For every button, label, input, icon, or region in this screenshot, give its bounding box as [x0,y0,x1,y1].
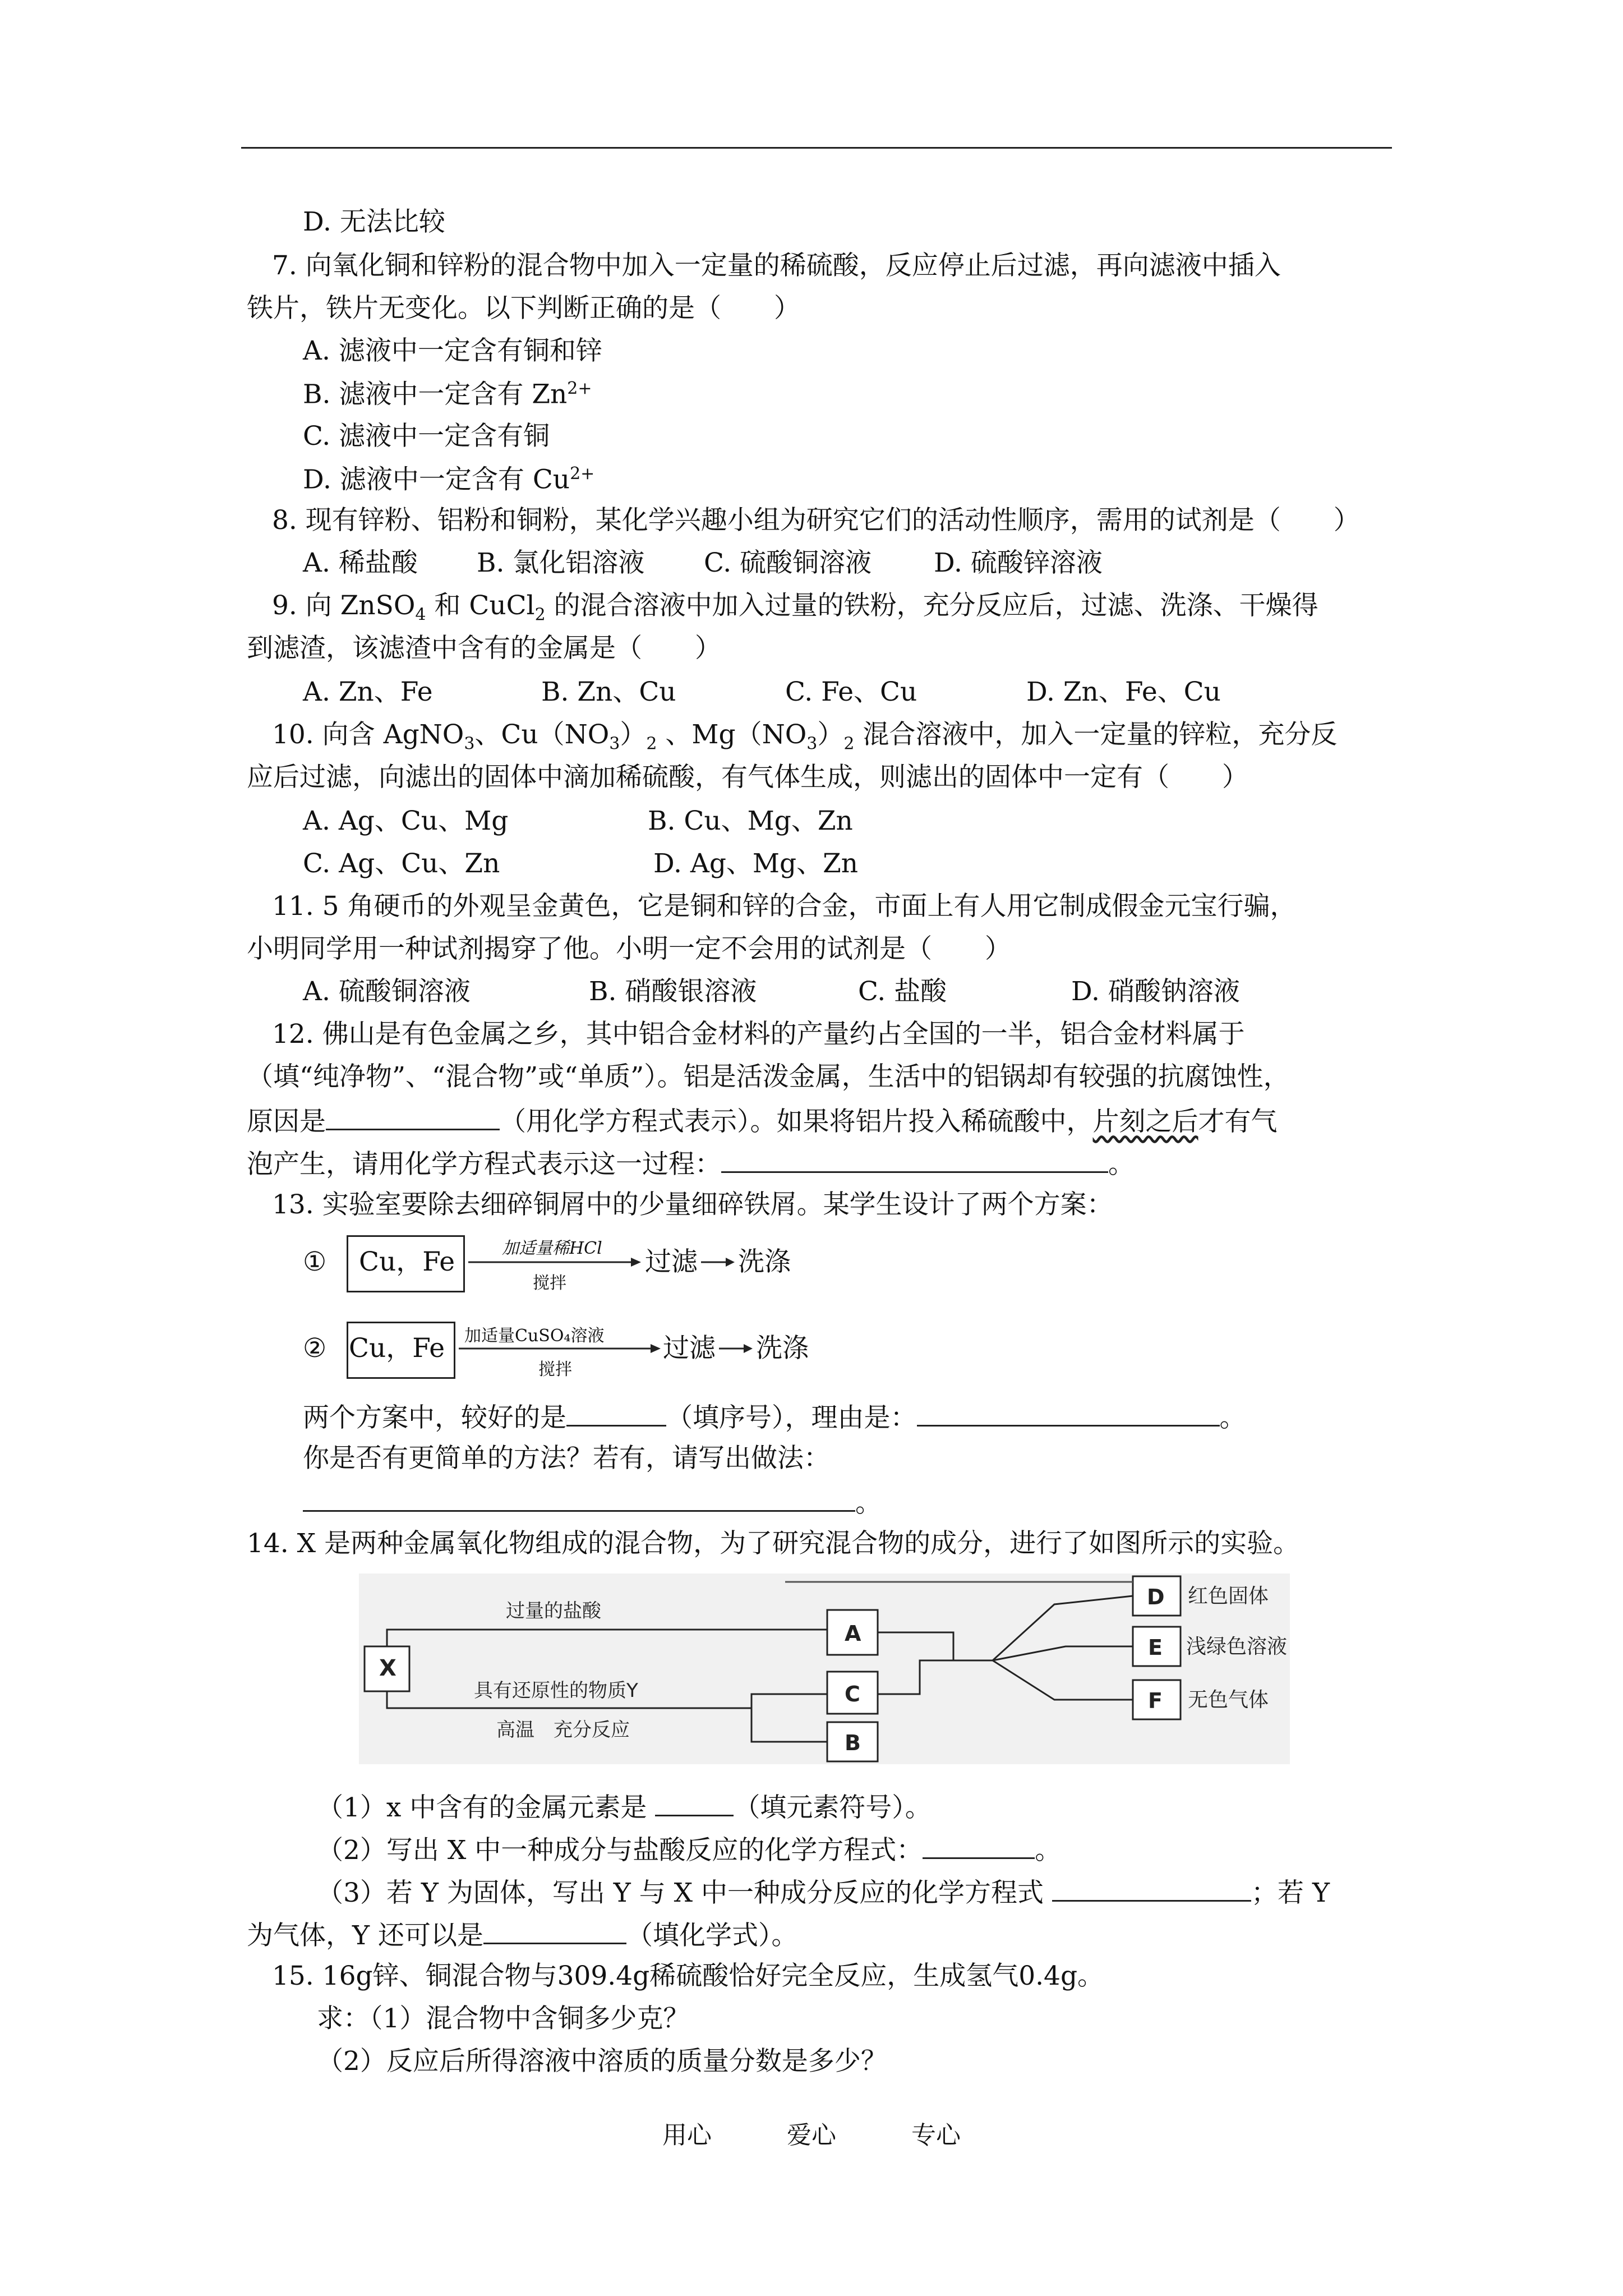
blank-q13-2[interactable] [917,1402,1220,1427]
diagram-f-text: 无色气体 [1188,1688,1269,1711]
header-rule [241,147,1392,149]
q7-option-c: C. 滤液中一定含有铜 [303,421,550,452]
q9-stem-line2: 到滤渣，该滤渣中含有的金属是（ ） [247,633,721,664]
scheme2-box-label: Cu，Fe [349,1333,445,1364]
blank-q13-3[interactable] [303,1488,855,1512]
scheme1-arrow [468,1255,642,1269]
scheme1-arrow2 [701,1255,736,1269]
scheme2-reagent: 加适量CuSO₄溶液 [464,1326,605,1346]
q7-stem-line2: 铁片，铁片无变化。以下判断正确的是（ ） [247,293,800,324]
scheme1-condition: 搅拌 [533,1273,566,1293]
q6-option-d: D. 无法比较 [303,206,445,237]
q10-option-c: C. Ag、Cu、Zn [303,848,500,879]
scheme2-number: ② [303,1333,327,1364]
q9-stem-line1: 9. 向 ZnSO$_4$ 和 CuCl$_2$ 的混合溶液中加入过量的铁粉，充分反应后，过滤、洗涤、干燥得 [272,590,1318,625]
q9-option-a: A. Zn、Fe [303,677,433,707]
q7-option-a: A. 滤液中一定含有铜和锌 [303,335,602,366]
q14-flow-diagram [359,1573,1290,1764]
diagram-mid-label: 具有还原性的物质Y [474,1680,638,1702]
blank-q14-1[interactable] [655,1792,734,1816]
q15-sub1: 求：（1）混合物中含铜多少克？ [317,2003,690,2034]
q7-stem-line1: 7. 向氧化铜和锌粉的混合物中加入一定量的稀硫酸，反应停止后过滤，再向滤液中插入 [272,250,1281,281]
q15-stem: 15. 16g锌、铜混合物与309.4g稀硫酸恰好完全反应，生成氢气0.4g。 [272,1961,1104,1991]
diagram-e-label: E [1148,1635,1163,1660]
q8-option-d: D. 硫酸锌溶液 [934,547,1103,578]
scheme2-condition: 搅拌 [538,1360,572,1379]
q11-option-d: D. 硝酸钠溶液 [1071,976,1240,1007]
q10-option-b: B. Cu、Mg、Zn [648,806,853,836]
q8-option-c: C. 硫酸铜溶液 [704,547,872,578]
q12-line4: 泡产生，请用化学方程式表示这一过程： 。 [247,1149,1135,1180]
footer-yongxin: 用心 [662,2121,712,2150]
diagram-a-label: A [845,1621,861,1646]
diagram-e-text: 浅绿色溶液 [1186,1635,1288,1658]
q14-sub2: （2）写出 X 中一种成分与盐酸反应的化学方程式： 。 [317,1835,1062,1866]
q14-sub1: （1）x 中含有的金属元素是 （填元素符号）。 [317,1792,932,1823]
footer-zhuanxin: 专心 [911,2121,961,2150]
q8-option-a: A. 稀盐酸 [303,547,418,578]
q9-option-d: D. Zn、Fe、Cu [1026,677,1221,707]
blank-q14-3[interactable] [1052,1878,1251,1902]
q10-stem-line1: 10. 向含 AgNO$_3$、$Cu(NO_3)_2$ 、$Mg(NO_3)_2$ 混合溶液中，加入一定量的锌粒，充分反 [272,719,1338,754]
scheme2-step-filter: 过滤 [663,1333,716,1364]
scheme1-step-filter: 过滤 [645,1246,698,1277]
q10-option-d: D. Ag、Mg、Zn [653,848,859,879]
scheme1-reagent: 加适量稀HCl [502,1239,602,1258]
q8-option-b: B. 氯化铝溶液 [477,547,645,578]
q14-stem: 14. X 是两种金属氧化物组成的混合物，为了研究混合物的成分，进行了如图所示的实验。 [247,1528,1300,1559]
diagram-d-label: D [1147,1585,1165,1609]
page-footer [0,2115,1623,2151]
blank-q12-1[interactable] [326,1106,500,1130]
scheme2-step-wash: 洗涤 [756,1333,809,1364]
diagram-c-label: C [845,1682,860,1706]
blank-q14-4[interactable] [483,1920,626,1944]
q14-sub3: （3）若 Y 为固体，写出 Y 与 X 中一种成分反应的化学方程式 ；若 Y [317,1878,1330,1908]
q7-option-d: D. 滤液中一定含有 $Cu^{2+}$ [303,464,595,495]
q15-sub2: （2）反应后所得溶液中溶质的质量分数是多少？ [317,2046,887,2077]
scheme2-arrow [459,1342,662,1355]
scheme1-box-label: Cu，Fe [359,1246,455,1277]
q10-option-a: A. Ag、Cu、Mg [303,806,509,836]
q8-stem: 8. 现有锌粉、铝粉和铜粉，某化学兴趣小组为研究它们的活动性顺序，需用的试剂是（ ） [272,505,1360,536]
diagram-x-label: X [379,1655,396,1681]
q9-option-c: C. Fe、Cu [785,677,917,707]
q14-sub3-cont: 为气体，Y 还可以是 （填化学式）。 [247,1920,798,1951]
blank-q13-1[interactable] [566,1402,666,1427]
q13-question1: 两个方案中，较好的是 （填序号），理由是： 。 [303,1402,1246,1433]
scheme2-arrow2 [719,1342,754,1355]
footer-aixin: 爱心 [787,2121,836,2150]
q13-stem: 13. 实验室要除去细碎铜屑中的少量细碎铁屑。某学生设计了两个方案： [272,1189,1113,1220]
q11-option-a: A. 硫酸铜溶液 [303,976,471,1007]
diagram-d-text: 红色固体 [1188,1585,1269,1608]
q7-option-b: B. 滤液中一定含有 $Zn^{2+}$ [303,379,592,410]
q12-line1: 12. 佛山是有色金属之乡，其中铝合金材料的产量约占全国的一半，铝合金材料属于 [272,1019,1245,1050]
q12-line3: 原因是 （用化学方程式表示）。如果将铝片投入稀硫酸中，片刻之后才有气 [247,1106,1278,1137]
blank-q14-2[interactable] [923,1835,1035,1859]
diagram-b-label: B [845,1731,861,1755]
q10-stem-line2: 应后过滤，向滤出的固体中滴加稀硫酸，有气体生成，则滤出的固体中一定有（ ） [247,762,1248,793]
q11-option-c: C. 盐酸 [858,976,947,1007]
scheme1-number: ① [303,1246,327,1277]
q9-option-b: B. Zn、Cu [541,677,676,707]
q11-stem-line2: 小明同学用一种试剂揭穿了他。小明一定不会用的试剂是（ ） [247,933,1011,964]
blank-q12-2[interactable] [721,1149,1108,1173]
diagram-top-label: 过量的盐酸 [506,1600,601,1622]
q12-line2: （填“纯净物”、“混合物”或“单质”）。铝是活泼金属，生活中的铝锅却有较强的抗腐蚀性， [247,1061,1290,1092]
q13-question2: 你是否有更简单的方法？若有，请写出做法： [303,1443,830,1474]
scheme1-step-wash: 洗涤 [738,1246,791,1277]
q13-answer-line: 。 [303,1488,882,1516]
q11-stem-line1: 11. 5 角硬币的外观呈金黄色，它是铜和锌的合金，市面上有人用它制成假金元宝行骗， [272,891,1297,922]
q11-option-b: B. 硝酸银溶液 [589,976,757,1007]
diagram-bot-label: 高温 充分反应 [496,1719,630,1741]
diagram-f-label: F [1148,1688,1163,1713]
